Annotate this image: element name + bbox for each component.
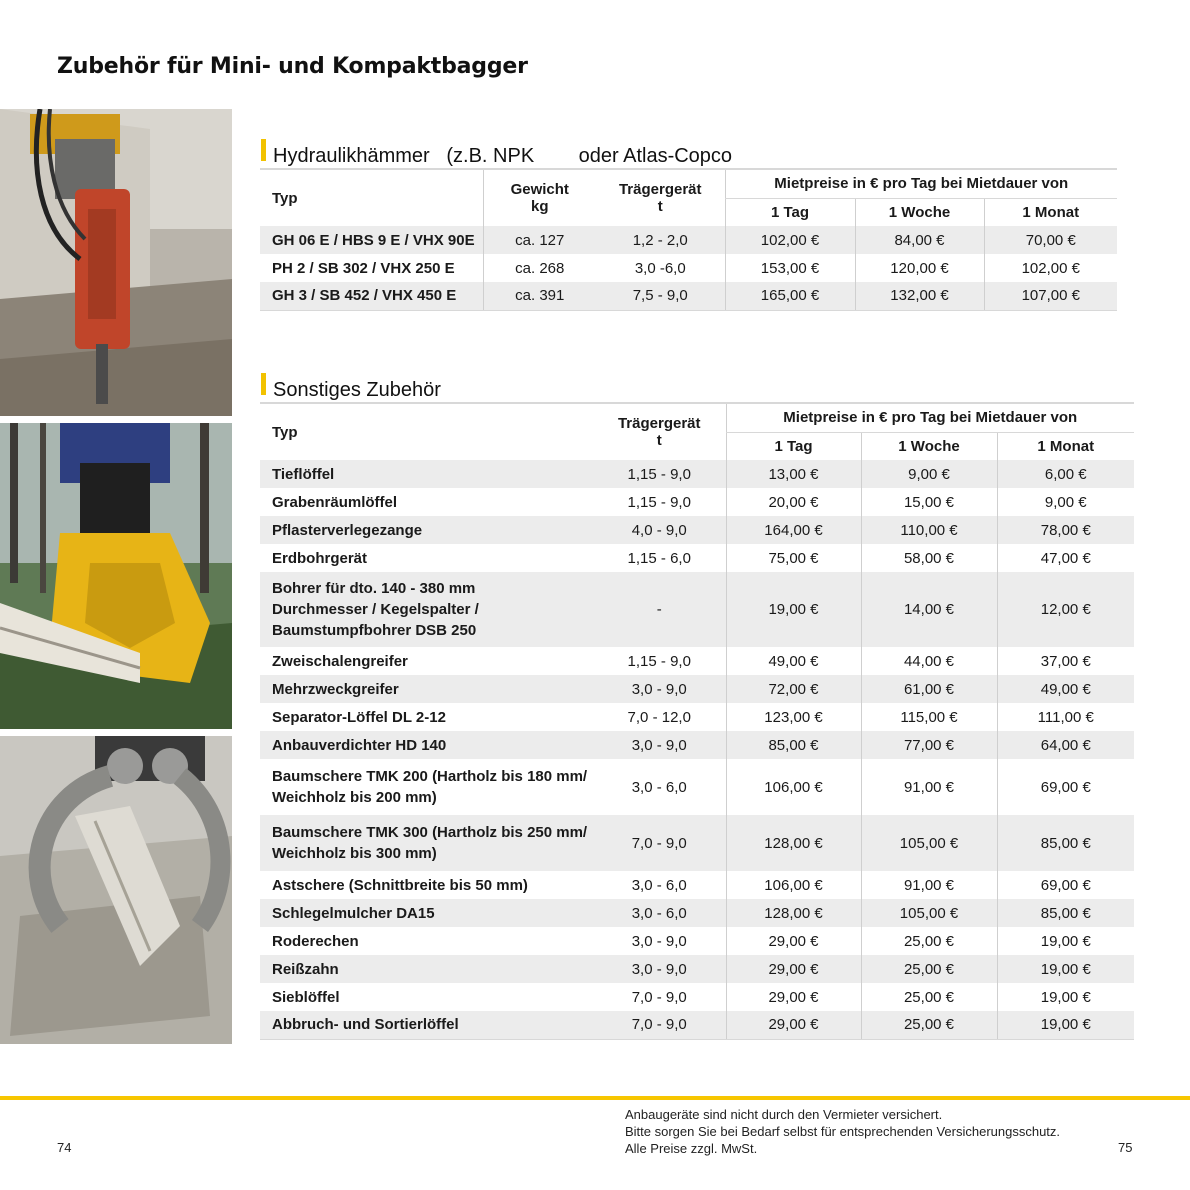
cell-monat: 37,00 € bbox=[997, 647, 1134, 675]
table-row bbox=[260, 572, 1134, 647]
cell-monat: 19,00 € bbox=[997, 1011, 1134, 1039]
col-header-traeger bbox=[593, 404, 726, 460]
sonstiges-table bbox=[260, 404, 1134, 1040]
footer-note-line-2: Bitte sorgen Sie bei Bedarf selbst für entsprechenden Versicherungsschutz. bbox=[625, 1124, 1061, 1139]
cell-typ: Roderechen bbox=[272, 932, 359, 950]
col-header-monat: 1 Monat bbox=[984, 198, 1117, 226]
table-row bbox=[260, 871, 1134, 899]
photo-demolition-grab bbox=[0, 736, 232, 1044]
cell-woche: 61,00 € bbox=[861, 675, 997, 703]
table-row bbox=[260, 899, 1134, 927]
cell-typ bbox=[260, 572, 593, 647]
cell-typ: Sieblöffel bbox=[272, 988, 340, 1006]
section-heading-text: Sonstiges Zubehör bbox=[273, 379, 441, 401]
cell-monat: 64,00 € bbox=[997, 731, 1134, 759]
cell-traeger: 3,0 - 6,0 bbox=[631, 876, 687, 894]
cell-typ: GH 06 E / HBS 9 E / VHX 90E bbox=[260, 226, 483, 254]
table-row bbox=[260, 254, 1117, 282]
cell-typ: Pflasterverlegezange bbox=[260, 516, 593, 544]
cell-woche: 14,00 € bbox=[861, 572, 997, 647]
cell-monat: 111,00 € bbox=[997, 703, 1134, 731]
table-row bbox=[260, 955, 1134, 983]
cell-tag: 164,00 € bbox=[726, 516, 861, 544]
footer-note bbox=[625, 1106, 1060, 1157]
cell-typ-line: Bohrer für dto. 140 - 380 mm bbox=[272, 580, 476, 597]
col-header-traeger-unit: t bbox=[657, 198, 663, 215]
cell-traeger: 3,0 -6,0 bbox=[634, 259, 686, 277]
cell-tag: 20,00 € bbox=[726, 488, 861, 516]
cell-typ: Separator-Löffel DL 2-12 bbox=[272, 708, 446, 726]
cell-typ-line: Durchmesser / Kegelspalter / bbox=[272, 601, 479, 618]
table-row bbox=[260, 983, 1134, 1011]
photo-tree-shear bbox=[0, 423, 232, 729]
col-header-woche: 1 Woche bbox=[861, 432, 997, 460]
cell-traeger: 3,0 - 9,0 bbox=[593, 731, 726, 759]
cell-monat: 47,00 € bbox=[997, 544, 1134, 572]
cell-gewicht: ca. 127 bbox=[483, 226, 596, 254]
cell-tag: 29,00 € bbox=[726, 955, 861, 983]
cell-tag: 106,00 € bbox=[726, 871, 861, 899]
cell-woche: 105,00 € bbox=[861, 815, 997, 871]
cell-tag: 165,00 € bbox=[725, 282, 855, 310]
cell-tag: 19,00 € bbox=[726, 572, 861, 647]
cell-typ: Anbauverdichter HD 140 bbox=[260, 731, 593, 759]
cell-typ-line: Baumschere TMK 300 (Hartholz bis 250 mm/ bbox=[272, 824, 588, 841]
page-number-left: 74 bbox=[57, 1140, 72, 1155]
table-row bbox=[260, 927, 1134, 955]
section-heading bbox=[260, 372, 1134, 404]
cell-traeger: 1,15 - 9,0 bbox=[627, 652, 691, 670]
footer-rule bbox=[0, 1096, 1190, 1100]
cell-tag: 29,00 € bbox=[726, 983, 861, 1011]
cell-tag: 102,00 € bbox=[725, 226, 855, 254]
cell-monat: 78,00 € bbox=[997, 516, 1134, 544]
cell-woche: 115,00 € bbox=[861, 703, 997, 731]
cell-monat: 69,00 € bbox=[997, 759, 1134, 815]
cell-monat: 69,00 € bbox=[997, 871, 1134, 899]
cell-monat: 107,00 € bbox=[984, 282, 1117, 310]
col-header-traeger-label: Trägergerät bbox=[618, 181, 702, 198]
col-header-traeger bbox=[596, 170, 725, 226]
table-row bbox=[260, 731, 1134, 759]
page-number-right: 75 bbox=[1118, 1140, 1133, 1155]
cell-woche: 84,00 € bbox=[855, 226, 984, 254]
section-heading-text: Hydraulikhämmer (z.B. NPK oder Atlas-Copco bbox=[273, 145, 733, 167]
cell-tag: 128,00 € bbox=[726, 815, 861, 871]
cell-monat: 9,00 € bbox=[997, 488, 1134, 516]
cell-woche: 91,00 € bbox=[861, 871, 997, 899]
cell-typ: Schlegelmulcher DA15 bbox=[260, 899, 593, 927]
table-row bbox=[260, 516, 1134, 544]
cell-woche: 25,00 € bbox=[861, 1011, 997, 1039]
cell-tag: 29,00 € bbox=[726, 927, 861, 955]
cell-typ: Reißzahn bbox=[260, 955, 593, 983]
cell-tag: 85,00 € bbox=[726, 731, 861, 759]
cell-woche: 25,00 € bbox=[861, 955, 997, 983]
col-header-traeger-label: Trägergerät bbox=[617, 415, 701, 432]
cell-typ-line: Weichholz bis 300 mm) bbox=[272, 845, 437, 862]
cell-gewicht: ca. 391 bbox=[483, 282, 596, 310]
col-header-tag: 1 Tag bbox=[725, 198, 855, 226]
cell-woche: 15,00 € bbox=[861, 488, 997, 516]
page-title: Zubehör für Mini- und Kompaktbagger bbox=[57, 54, 528, 79]
photo-hydraulic-hammer bbox=[0, 109, 232, 416]
cell-tag: 153,00 € bbox=[725, 254, 855, 282]
cell-traeger: 1,15 - 9,0 bbox=[627, 493, 691, 511]
cell-monat: 6,00 € bbox=[997, 460, 1134, 488]
col-header-traeger-unit: t bbox=[656, 432, 662, 449]
accent-bar bbox=[261, 373, 266, 395]
cell-traeger: 7,0 - 9,0 bbox=[593, 815, 726, 871]
cell-typ: Zweischalengreifer bbox=[272, 652, 408, 670]
cell-tag: 128,00 € bbox=[726, 899, 861, 927]
cell-typ-line: Weichholz bis 200 mm) bbox=[272, 789, 437, 806]
cell-woche: 44,00 € bbox=[861, 647, 997, 675]
cell-tag: 123,00 € bbox=[726, 703, 861, 731]
hydraulik-table bbox=[260, 170, 1117, 311]
table-row bbox=[260, 282, 1117, 310]
cell-traeger: 1,2 - 2,0 bbox=[596, 226, 725, 254]
cell-tag: 106,00 € bbox=[726, 759, 861, 815]
cell-typ: Erdbohrgerät bbox=[272, 549, 368, 567]
cell-traeger: 1,15 - 9,0 bbox=[593, 460, 726, 488]
cell-monat: 19,00 € bbox=[997, 983, 1134, 1011]
cell-tag: 49,00 € bbox=[726, 647, 861, 675]
cell-tag: 29,00 € bbox=[726, 1011, 861, 1039]
col-header-gewicht bbox=[483, 170, 596, 226]
cell-woche: 132,00 € bbox=[855, 282, 984, 310]
cell-traeger: 1,15 - 6,0 bbox=[627, 549, 691, 567]
col-header-typ: Typ bbox=[272, 189, 298, 207]
cell-monat: 19,00 € bbox=[997, 955, 1134, 983]
col-header-typ: Typ bbox=[272, 423, 298, 441]
cell-woche: 77,00 € bbox=[861, 731, 997, 759]
section-hydraulikhaemmer bbox=[260, 138, 1117, 311]
cell-traeger: 3,0 - 6,0 bbox=[631, 778, 687, 796]
cell-traeger: 4,0 - 9,0 bbox=[593, 516, 726, 544]
cell-woche: 110,00 € bbox=[861, 516, 997, 544]
table-row bbox=[260, 815, 1134, 871]
section-heading bbox=[260, 138, 1117, 170]
cell-traeger: 7,0 - 9,0 bbox=[631, 988, 687, 1006]
cell-typ: Abbruch- und Sortierlöffel bbox=[260, 1011, 593, 1039]
sonstiges-table-body bbox=[260, 460, 1134, 1039]
col-header-tag: 1 Tag bbox=[726, 432, 861, 460]
footer-note-line-1: Anbaugeräte sind nicht durch den Vermieter versichert. bbox=[625, 1107, 943, 1122]
cell-monat: 12,00 € bbox=[997, 572, 1134, 647]
cell-traeger: 3,0 - 9,0 bbox=[593, 675, 726, 703]
table-row bbox=[260, 647, 1134, 675]
col-header-gewicht-label: Gewicht bbox=[510, 181, 569, 198]
cell-tag: 75,00 € bbox=[726, 544, 861, 572]
table-row bbox=[260, 703, 1134, 731]
section-sonstiges-zubehoer bbox=[260, 372, 1134, 1040]
col-header-price: Mietpreise in € pro Tag bei Mietdauer von bbox=[725, 170, 1117, 198]
cell-typ bbox=[260, 815, 593, 871]
cell-typ: GH 3 / SB 452 / VHX 450 E bbox=[260, 282, 483, 310]
cell-woche: 9,00 € bbox=[861, 460, 997, 488]
footer-note-line-3: Alle Preise zzgl. MwSt. bbox=[625, 1141, 758, 1156]
cell-typ: Mehrzweckgreifer bbox=[260, 675, 593, 703]
cell-tag: 72,00 € bbox=[726, 675, 861, 703]
cell-typ: Astschere (Schnittbreite bis 50 mm) bbox=[272, 876, 528, 894]
cell-woche: 120,00 € bbox=[855, 254, 984, 282]
cell-typ-line: Baumstumpfbohrer DSB 250 bbox=[272, 622, 477, 639]
cell-traeger: 7,5 - 9,0 bbox=[596, 282, 725, 310]
table-row bbox=[260, 759, 1134, 815]
cell-monat: 49,00 € bbox=[997, 675, 1134, 703]
table-row bbox=[260, 1011, 1134, 1039]
cell-woche: 25,00 € bbox=[861, 983, 997, 1011]
cell-traeger: 3,0 - 6,0 bbox=[593, 899, 726, 927]
col-header-woche: 1 Woche bbox=[855, 198, 984, 226]
cell-woche: 91,00 € bbox=[861, 759, 997, 815]
cell-traeger: 3,0 - 9,0 bbox=[631, 932, 687, 950]
cell-tag: 13,00 € bbox=[726, 460, 861, 488]
table-row bbox=[260, 675, 1134, 703]
accent-bar bbox=[261, 139, 266, 161]
cell-traeger: 7,0 - 12,0 bbox=[627, 708, 691, 726]
cell-traeger: - bbox=[593, 572, 726, 647]
cell-woche: 105,00 € bbox=[861, 899, 997, 927]
cell-woche: 58,00 € bbox=[861, 544, 997, 572]
cell-typ: Grabenräumlöffel bbox=[272, 493, 398, 511]
cell-typ-line: Baumschere TMK 200 (Hartholz bis 180 mm/ bbox=[272, 768, 588, 785]
table-row bbox=[260, 488, 1134, 516]
cell-typ bbox=[260, 759, 593, 815]
cell-monat: 102,00 € bbox=[984, 254, 1117, 282]
cell-gewicht: ca. 268 bbox=[483, 254, 596, 282]
cell-woche: 25,00 € bbox=[861, 927, 997, 955]
cell-monat: 85,00 € bbox=[997, 815, 1134, 871]
cell-traeger: 7,0 - 9,0 bbox=[593, 1011, 726, 1039]
table-row bbox=[260, 226, 1117, 254]
table-row bbox=[260, 460, 1134, 488]
table-row bbox=[260, 544, 1134, 572]
cell-typ: Tieflöffel bbox=[260, 460, 593, 488]
cell-monat: 70,00 € bbox=[984, 226, 1117, 254]
cell-traeger: 3,0 - 9,0 bbox=[593, 955, 726, 983]
col-header-price: Mietpreise in € pro Tag bei Mietdauer von bbox=[726, 404, 1134, 432]
col-header-gewicht-unit: kg bbox=[530, 198, 549, 215]
cell-monat: 85,00 € bbox=[997, 899, 1134, 927]
col-header-monat: 1 Monat bbox=[997, 432, 1134, 460]
cell-typ: PH 2 / SB 302 / VHX 250 E bbox=[272, 259, 455, 277]
cell-monat: 19,00 € bbox=[997, 927, 1134, 955]
